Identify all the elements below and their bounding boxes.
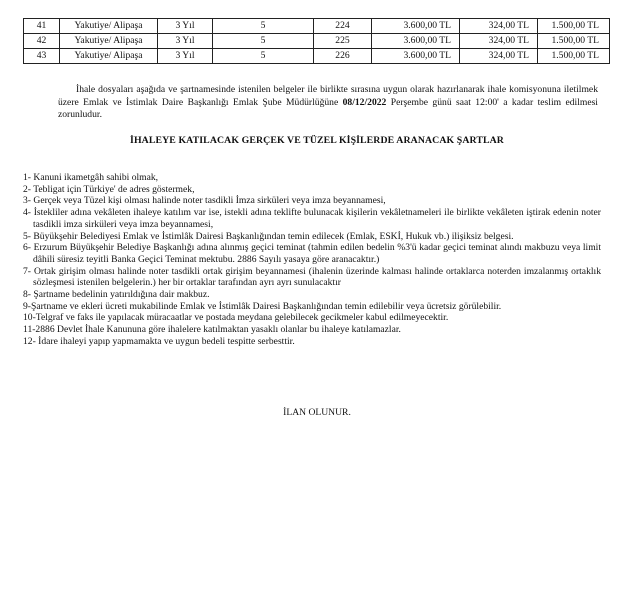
intro-text-before-date: İhale dosyaları aşağıda ve şartnamesinde istenilen belgeler ile birlikte sırasına uygun olarak hazırlanarak ihale komisyonuna iletilmek üzere Emlak ve İstimlak Daire Başkanlığı Emlak Şube Müdürlüğüne — [58, 84, 598, 108]
condition-item: 3- Gerçek veya Tüzel kişi olması halinde noter tasdikli İmza sirküleri veya imza beyannamesi, — [23, 195, 386, 207]
table-row — [24, 19, 610, 34]
condition-item: 11-2886 Devlet İhale Kanununa göre ihalelere katılmaktan yasaklı olanlar bu ihaleye katılamazlar. — [23, 324, 401, 336]
condition-item: 8- Şartname bedelinin yatırıldığına dair makbuz. — [23, 289, 210, 301]
conditions-list — [23, 172, 601, 348]
condition-item: 7- Ortak girişim olması halinde noter tasdikli ortak girişim beyannamesi (ihalenin üzerinde kalması halinde ortaklarca noterden imzalanmış ortaklık sözleşmesi istenilen belgelerin.) her bir ortaklar tarafından ayrı ayrı sunulacaktır — [23, 265, 601, 289]
conditions-heading: İHALEYE KATILACAK GERÇEK VE TÜZEL KİŞİLERDE ARANACAK ŞARTLAR — [130, 135, 504, 146]
cell-quantity: 5 — [213, 19, 314, 34]
condition-item: 6- Erzurum Büyükşehir Belediye Başkanlığı adına alınmış geçici teminat (tahmin edilen bedelin %3'ü kadar geçici teminat alındı makbuzu veya limit dâhili süresiz teyitli Banka Geçici Teminat mektubu. 2886 Sayılı yasaya göre aranacaktır.) — [23, 242, 601, 265]
cell-no: 41 — [24, 19, 60, 34]
cell-amount-2: 324,00 TL — [460, 19, 538, 34]
cell-duration: 3 Yıl — [158, 49, 213, 64]
lots-table — [23, 18, 610, 64]
intro-text-after-date: Perşembe günü saat 12:00' a kadar teslim edilmesi zorunludur. — [58, 96, 598, 121]
cell-amount-2: 324,00 TL — [460, 49, 538, 64]
cell-quantity: 5 — [213, 49, 314, 64]
cell-amount-1: 3.600,00 TL — [372, 19, 460, 34]
cell-no: 43 — [24, 49, 60, 64]
cell-amount-3: 1.500,00 TL — [538, 34, 610, 49]
condition-item: 10-Telgraf ve faks ile yapılacak müracaatlar ve postada meydana gelebilecek gecikmeler kabul edilmeyecektir. — [23, 312, 449, 324]
cell-location: Yakutiye/ Alipaşa — [60, 34, 158, 49]
cell-location: Yakutiye/ Alipaşa — [60, 49, 158, 64]
cell-amount-3: 1.500,00 TL — [538, 19, 610, 34]
table-row — [24, 49, 610, 64]
condition-item: 1- Kanuni ikametgâh sahibi olmak, — [23, 172, 159, 183]
announcement-closing: İLAN OLUNUR. — [283, 407, 351, 418]
condition-item: 4- İstekliler adına vekâleten ihaleye katılım var ise, istekli adına teklifte bulunacak kişilerin vekâletnameleri ile birlikte vekâleten iştirak edenin noter tasdikli imza sirküleri veya imza beyannamesi, — [23, 207, 601, 230]
cell-amount-1: 3.600,00 TL — [372, 49, 460, 64]
condition-item: 5- Büyükşehir Belediyesi Emlak ve İstimlâk Dairesi Başkanlığından temin edilecek (Emlak, ESKİ, Hukuk vb.) ilişiksiz belgesi. — [23, 230, 514, 242]
cell-amount-3: 1.500,00 TL — [538, 49, 610, 64]
cell-amount-1: 3.600,00 TL — [372, 34, 460, 49]
table-row — [24, 34, 610, 49]
cell-amount-2: 324,00 TL — [460, 34, 538, 49]
cell-duration: 3 Yıl — [158, 34, 213, 49]
condition-item: 9-Şartname ve ekleri ücreti mukabilinde Emlak ve İstimlâk Dairesi Başkanlığından temin edilebilir veya ücretsiz görülebilir. — [23, 300, 502, 312]
submission-date: 08/12/2022 — [342, 96, 387, 108]
cell-quantity: 5 — [213, 34, 314, 49]
cell-location: Yakutiye/ Alipaşa — [60, 19, 158, 34]
condition-item: 2- Tebligat için Türkiye' de adres göstermek, — [23, 183, 195, 195]
cell-no: 42 — [24, 34, 60, 49]
cell-duration: 3 Yıl — [158, 19, 213, 34]
condition-item: 12- İdare ihaleyi yapıp yapmamakta ve uygun bedeli tespitte serbesttir. — [23, 335, 295, 347]
cell-parcel: 226 — [314, 49, 372, 64]
cell-parcel: 224 — [314, 19, 372, 34]
cell-parcel: 225 — [314, 34, 372, 49]
intro-paragraph — [58, 84, 598, 122]
